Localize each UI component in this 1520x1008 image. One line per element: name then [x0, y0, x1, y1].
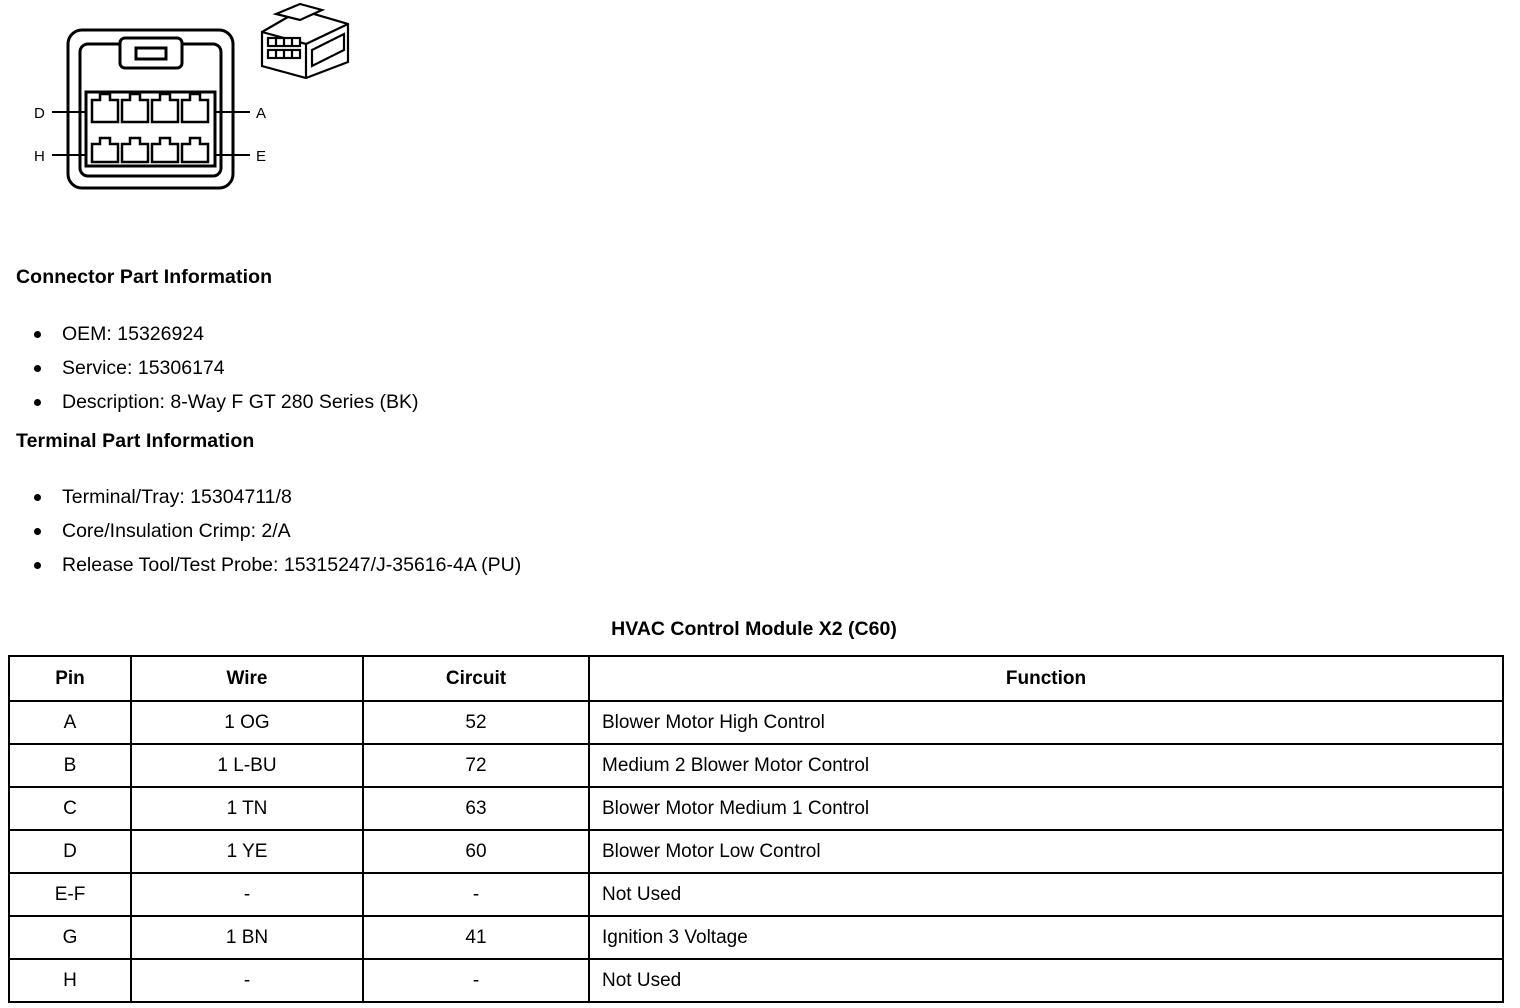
cell-wire: -	[131, 873, 363, 916]
cavity-label-d: D	[34, 105, 45, 122]
cell-function: Medium 2 Blower Motor Control	[589, 744, 1503, 787]
table-row	[9, 916, 1503, 959]
list-item: OEM: 15326924	[0, 317, 419, 351]
column-header-circuit: Circuit	[363, 656, 589, 701]
cell-circuit: 63	[363, 787, 589, 830]
terminal-part-information-heading: Terminal Part Information	[16, 430, 255, 452]
cell-wire: 1 OG	[131, 701, 363, 744]
cell-function: Blower Motor High Control	[589, 701, 1503, 744]
table-row	[9, 873, 1503, 916]
cell-circuit: -	[363, 873, 589, 916]
list-item: Terminal/Tray: 15304711/8	[0, 480, 521, 514]
cell-wire: -	[131, 959, 363, 1002]
cell-wire: 1 TN	[131, 787, 363, 830]
cell-pin: D	[9, 830, 131, 873]
terminal-part-information-list	[0, 480, 521, 582]
list-item: Release Tool/Test Probe: 15315247/J-35616-4A (PU)	[0, 548, 521, 582]
table-row	[9, 959, 1503, 1002]
cell-pin: C	[9, 787, 131, 830]
cell-circuit: 72	[363, 744, 589, 787]
column-header-pin: Pin	[9, 656, 131, 701]
table-row	[9, 830, 1503, 873]
table-row	[9, 787, 1503, 830]
cell-function: Not Used	[589, 959, 1503, 1002]
connector-diagram	[0, 0, 1520, 240]
list-item: Description: 8-Way F GT 280 Series (BK)	[0, 385, 419, 419]
cavity-label-a: A	[256, 105, 267, 122]
cell-circuit: 52	[363, 701, 589, 744]
table-header-row	[9, 656, 1503, 701]
cell-pin: G	[9, 916, 131, 959]
connector-part-information-list	[0, 317, 419, 419]
list-item: Service: 15306174	[0, 351, 419, 385]
cavity-label-e: E	[256, 148, 267, 165]
table-row	[9, 701, 1503, 744]
cell-circuit: 60	[363, 830, 589, 873]
pinout-table	[8, 655, 1504, 1003]
cavity-label-h: H	[34, 148, 45, 165]
cell-wire: 1 L-BU	[131, 744, 363, 787]
cell-pin: H	[9, 959, 131, 1002]
cell-pin: A	[9, 701, 131, 744]
column-header-wire: Wire	[131, 656, 363, 701]
column-header-function: Function	[589, 656, 1503, 701]
cell-wire: 1 BN	[131, 916, 363, 959]
connector-illustration	[0, 0, 400, 240]
cell-pin: E-F	[9, 873, 131, 916]
table-row	[9, 744, 1503, 787]
cell-circuit: 41	[363, 916, 589, 959]
cell-pin: B	[9, 744, 131, 787]
list-item: Core/Insulation Crimp: 2/A	[0, 514, 521, 548]
connector-isometric-view	[262, 4, 348, 78]
cell-function: Ignition 3 Voltage	[589, 916, 1503, 959]
connector-part-information-heading: Connector Part Information	[16, 266, 273, 288]
cell-wire: 1 YE	[131, 830, 363, 873]
cell-function: Blower Motor Medium 1 Control	[589, 787, 1503, 830]
cell-circuit: -	[363, 959, 589, 1002]
pinout-table-title: HVAC Control Module X2 (C60)	[611, 618, 897, 640]
cell-function: Not Used	[589, 873, 1503, 916]
cell-function: Blower Motor Low Control	[589, 830, 1503, 873]
